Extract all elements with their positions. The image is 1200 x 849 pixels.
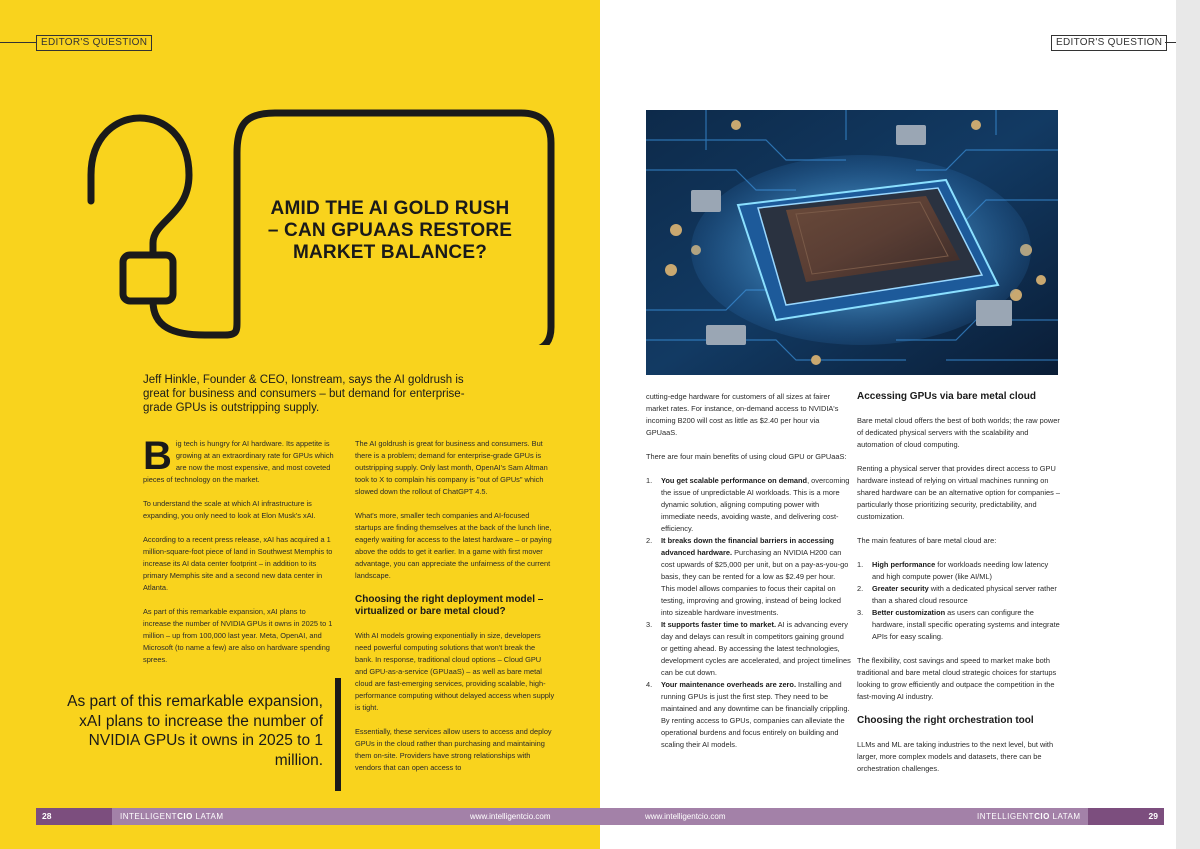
paragraph: Bare metal cloud offers the best of both worlds; the raw power of dedicated physical servers with the scalability and automation of cloud computing. <box>857 416 1060 449</box>
list-number: 1. <box>646 476 653 485</box>
gpu-chip-image <box>646 110 1058 375</box>
list-number: 2. <box>857 584 864 593</box>
list-item <box>646 535 851 619</box>
page-number-left: 28 <box>36 808 112 825</box>
list-item <box>646 679 851 751</box>
body-column-2 <box>355 438 555 786</box>
list-item-lead: It supports faster time to market. <box>661 620 776 629</box>
brand-suffix: LATAM <box>1049 812 1081 821</box>
list-number: 1. <box>857 560 864 569</box>
list-item-lead: High performance <box>872 560 936 569</box>
paragraph: cutting-edge hardware for customers of all sizes at fairer market rates. For instance, on-demand access to NVIDIA's incoming B200 will cost as little as $2.40 per hour via GPUaaS. <box>646 392 839 437</box>
brand-prefix: INTELLIGENT <box>120 812 178 821</box>
list-item-lead: Greater security <box>872 584 929 593</box>
paragraph: To understand the scale at which AI infrastructure is expanding, you only need to look at Elon Musk's xAI. <box>143 499 316 520</box>
paragraph: The main features of bare metal cloud are: <box>857 536 997 545</box>
brand-logo-right <box>977 808 1081 825</box>
body-column-3 <box>646 391 851 763</box>
section-heading: Choosing the right orchestration tool <box>857 715 1034 726</box>
header-rule-left <box>0 42 36 43</box>
list-item-lead: It breaks down the financial barriers in accessing advanced hardware. <box>661 536 834 557</box>
benefits-list <box>646 475 851 751</box>
brand-mid: CIO <box>1034 812 1050 821</box>
paragraph: ig tech is hungry for AI hardware. Its appetite is growing at an extraordinary rate for GPUs which are now the most expensive, and most coveted pieces of technology on the market. <box>143 439 334 484</box>
paragraph: The flexibility, cost savings and speed to market make both traditional and bare metal cloud strategic choices for startups looking to grow efficiently and outpace the competition in the fast-moving AI industry. <box>857 656 1057 701</box>
list-item <box>857 607 1062 643</box>
list-item-text: AI is advancing every day and delays can result in competitors gaining ground or getting ahead. By accessing the latest technologies, development cycles are accelerated, and project timelines can be cut down. <box>661 620 851 677</box>
section-heading: Accessing GPUs via bare metal cloud <box>857 391 1036 402</box>
pull-quote-bar <box>335 678 341 791</box>
list-number: 2. <box>646 536 653 545</box>
paragraph: Renting a physical server that provides direct access to GPU hardware instead of relying on virtual machines running on shared hardware can be an alternative option for companies – particularly those prioritizing security, predictability, and customization. <box>857 464 1060 521</box>
brand-suffix: LATAM <box>192 812 224 821</box>
list-item-text: for workloads needing low latency and high compute power (like AI/ML) <box>872 560 1049 581</box>
title-line: MARKET BALANCE? <box>292 242 488 263</box>
list-item-text: , overcoming the issue of unpredictable AI workloads. This is a more dynamic solution, aligning computing power with immediate needs, avoiding waste, and delivering cost-efficiency. <box>661 476 850 533</box>
list-item <box>857 583 1062 607</box>
brand-logo-left <box>120 808 224 825</box>
paragraph: With AI models growing exponentially in size, developers need powerful computing solutions that won't break the bank. In response, traditional cloud options – Cloud GPU and GPU-as-a-service (GPUaaS) – as well as bare metal cloud are fast-emerging services, providing scalable, high-performance computing without delayed access when supply is tight. <box>355 631 555 712</box>
list-item-lead: Your maintenance overheads are zero. <box>661 680 796 689</box>
list-number: 3. <box>857 608 864 617</box>
list-item-lead: You get scalable performance on demand <box>661 476 808 485</box>
paragraph: The AI goldrush is great for business and consumers. But there is a problem; demand for enterprise-grade GPUs is outstripping supply. Only last month, OpenAI's Sam Altman took to X to complain his company is "out of GPUs" which slowed down the rollout of ChatGPT 4.5. <box>355 439 548 496</box>
title-line: AMID THE AI GOLD RUSH <box>270 198 510 219</box>
list-item-text: Purchasing an NVIDIA H200 can cost upwards of $25,000 per unit, but on a pay-as-you-go basis, they can be rented for a low as $2.49 per hour. This model allows companies to focus their capital on testing, improving and growing, instead of being locked into sizeable hardware investments. <box>661 548 849 617</box>
article-title <box>255 198 525 264</box>
footer-bar-left <box>112 808 600 825</box>
list-item-text: as users can configure the hardware, install specific operating systems and integrate APIs for easy scaling. <box>872 608 1060 641</box>
section-tag-left: EDITOR'S QUESTION <box>36 35 152 51</box>
title-line: – CAN GPUAAS RESTORE <box>267 220 513 241</box>
footer-url-left[interactable]: www.intelligentcio.com <box>470 812 551 821</box>
list-item-text: with a dedicated physical server rather than a shared cloud resource <box>872 584 1057 605</box>
pull-quote: As part of this remarkable expansion, xAI plans to increase the number of NVIDIA GPUs it owns in 2025 to 1 million. <box>67 693 323 769</box>
paragraph: LLMs and ML are taking industries to the next level, but with larger, more complex models and datasets, there can be orchestration challenges. <box>857 740 1054 773</box>
list-number: 4. <box>646 680 653 689</box>
footer-bar-right <box>600 808 1088 825</box>
section-heading: Choosing the right deployment model – virtualized or bare metal cloud? <box>355 594 544 617</box>
paragraph: According to a recent press release, xAI has acquired a 1 million-square-foot piece of land in Southwest Memphis to increase its AI data center footprint – in addition to its primary Memphis site and a second new data center in Atlanta. <box>143 535 333 592</box>
standfirst: Jeff Hinkle, Founder & CEO, Ionstream, says the AI goldrush is great for business and consumers – but demand for enterprise-grade GPUs is outstripping supply. <box>143 374 465 414</box>
brand-prefix: INTELLIGENT <box>977 812 1035 821</box>
list-item <box>646 619 851 679</box>
page-number-right: 29 <box>1088 808 1164 825</box>
list-number: 3. <box>646 620 653 629</box>
drop-cap: B <box>143 434 172 478</box>
list-item <box>646 475 851 535</box>
page-gutter <box>1176 0 1200 849</box>
paragraph: Essentially, these services allow users to access and deploy GPUs in the cloud rather than purchasing and maintaining them on-site. Providers have strong relationships with vendors that can open access to <box>355 727 552 772</box>
paragraph: There are four main benefits of using cloud GPU or GPUaaS: <box>646 452 847 461</box>
footer-url-right[interactable]: www.intelligentcio.com <box>645 812 726 821</box>
paragraph: As part of this remarkable expansion, xAI plans to increase the number of NVIDIA GPUs it owns in 2025 to 1 million – up from 100,000 last year. Meta, OpenAI, and Microsoft (to name a few) are also on hardware spending sprees. <box>143 607 333 664</box>
list-item-text: Installing and running GPUs is just the first step. They need to be maintained and any downtime can be financially crippling. By renting access to GPUs, companies can alleviate the operational burdens and focus entirely on building and scaling their AI models. <box>661 680 850 749</box>
section-tag-right: EDITOR'S QUESTION <box>1051 35 1167 51</box>
features-list <box>857 559 1062 643</box>
list-item <box>857 559 1062 583</box>
body-column-1 <box>143 434 335 678</box>
brand-mid: CIO <box>177 812 193 821</box>
paragraph: What's more, smaller tech companies and AI-focused startups are finding themselves at the back of the lunch line, eagerly waiting for access to the latest hardware – or paying above the odds to get it earlier. In a game with first mover advantage, you can appreciate the unfairness of the current landscape. <box>355 511 552 580</box>
body-column-4 <box>857 391 1062 787</box>
list-item-lead: Better customization <box>872 608 946 617</box>
